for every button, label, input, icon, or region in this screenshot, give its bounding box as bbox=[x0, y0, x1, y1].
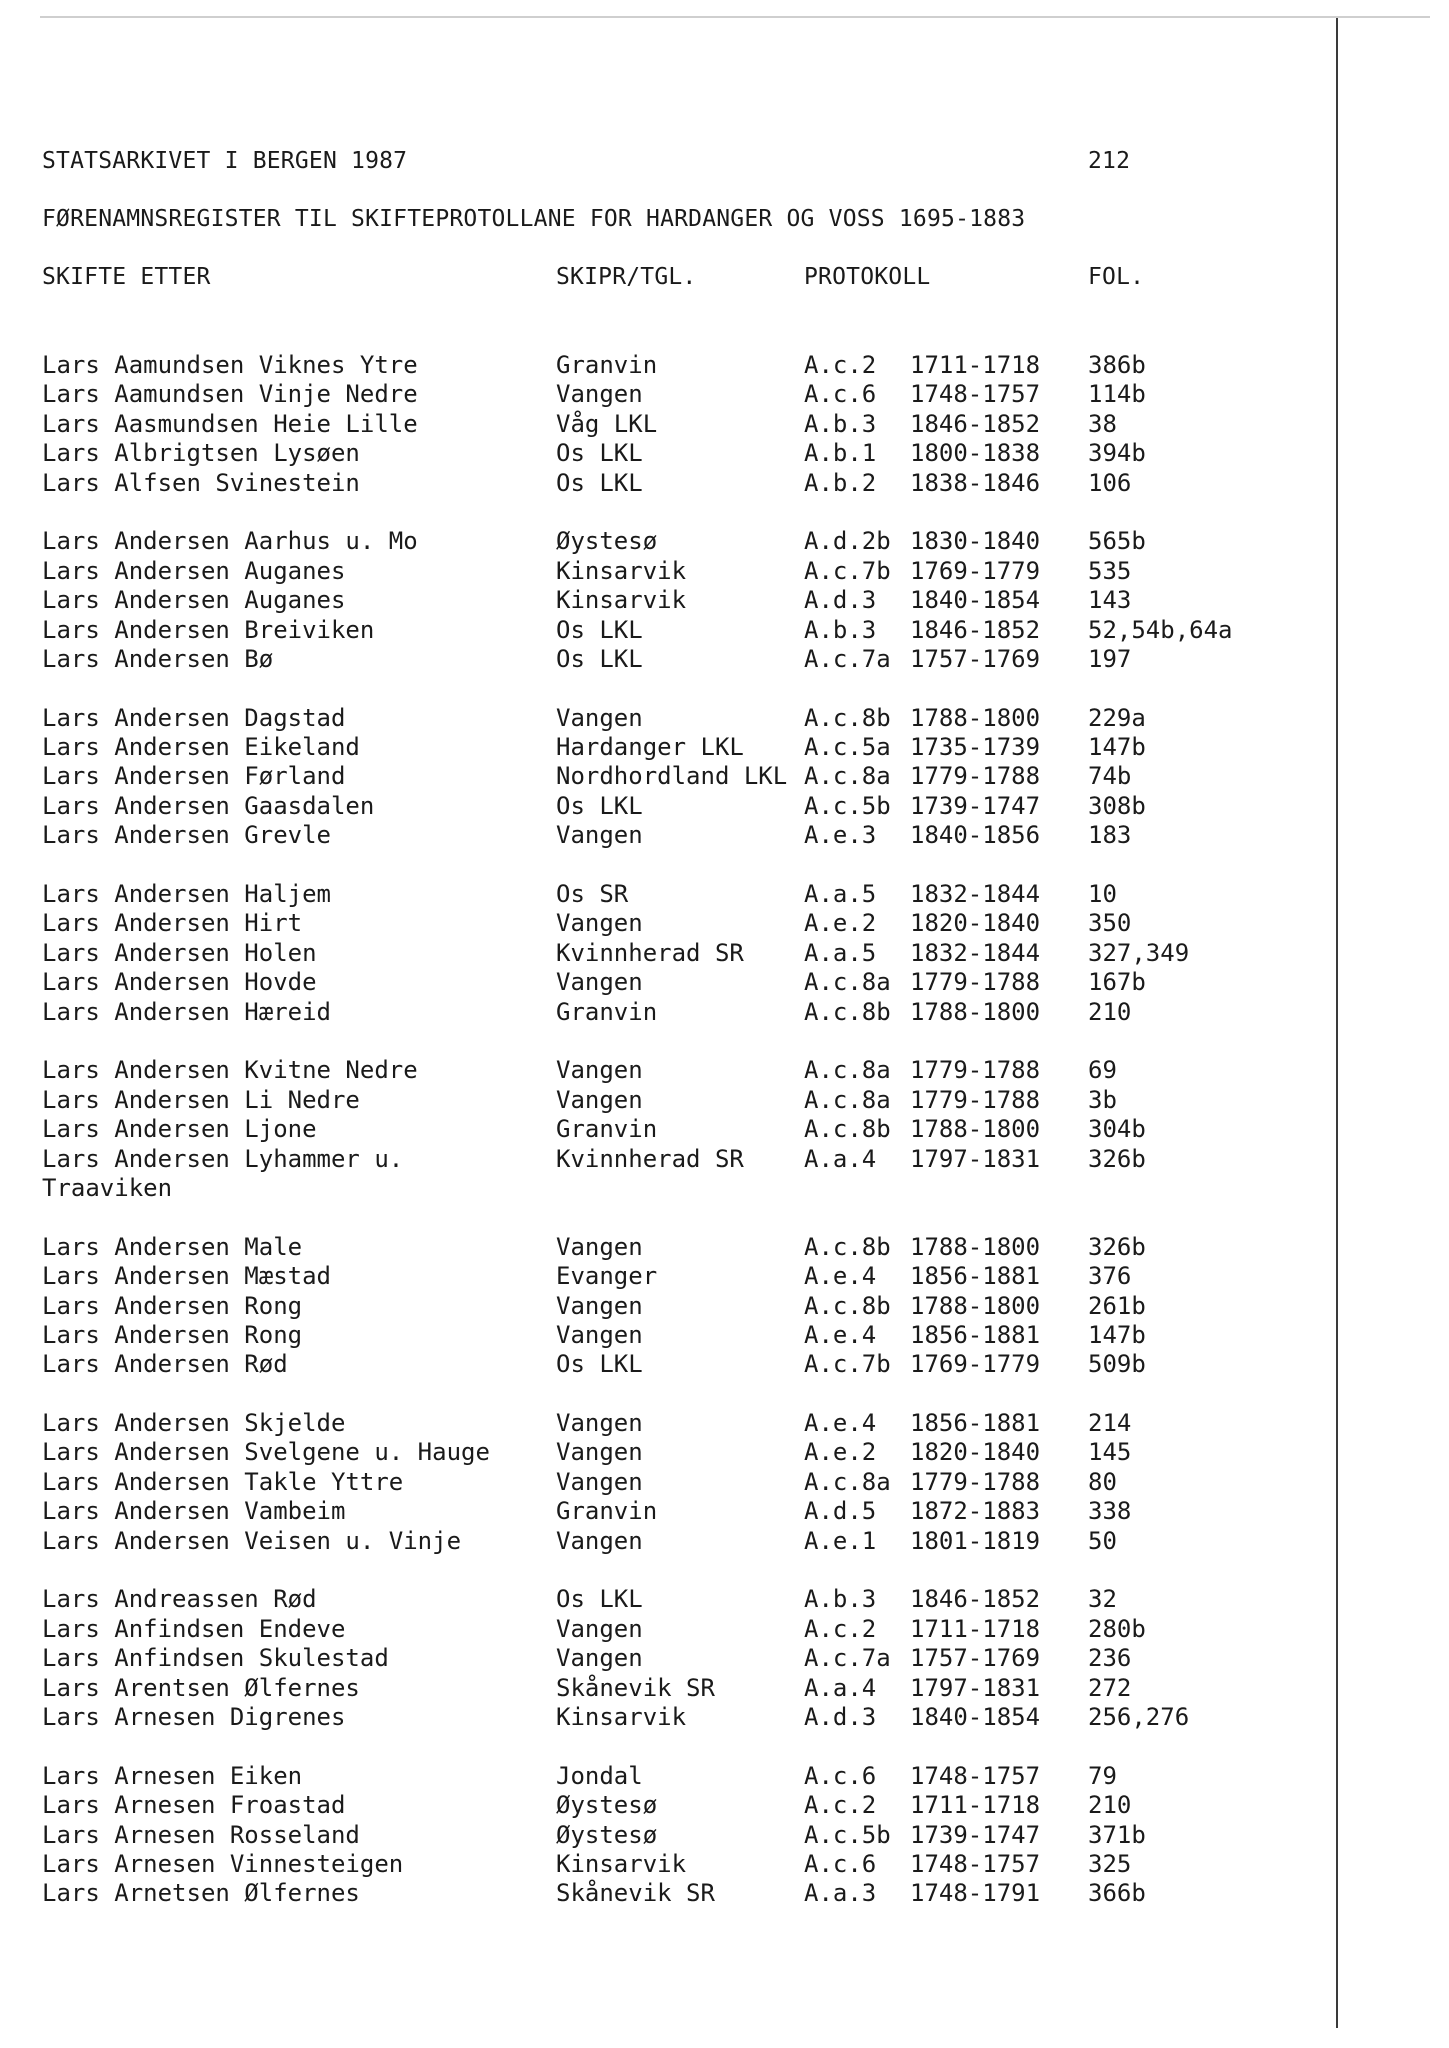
entry-protocol: A.b.1 bbox=[804, 439, 877, 468]
entry-fol: 74b bbox=[1088, 762, 1132, 791]
entry-protocol: A.c.8b bbox=[804, 703, 891, 732]
entry-years: 1711-1718 bbox=[910, 1791, 1041, 1820]
entry-name: Lars Andersen Hæreid bbox=[42, 997, 331, 1026]
entry-fol: 38 bbox=[1088, 409, 1117, 438]
table-row bbox=[42, 1409, 1302, 1438]
entry-skipr: Os LKL bbox=[556, 468, 643, 497]
table-row bbox=[42, 1468, 1302, 1497]
entry-name: Lars Arentsen Ølfernes bbox=[42, 1673, 360, 1702]
entry-name-line2: Traaviken bbox=[42, 1173, 173, 1202]
entry-protocol: A.e.1 bbox=[804, 1526, 877, 1555]
entry-fol: 565b bbox=[1088, 527, 1146, 556]
entry-protocol: A.c.2 bbox=[804, 1614, 877, 1643]
entry-protocol: A.e.4 bbox=[804, 1409, 877, 1438]
entry-fol: 10 bbox=[1088, 880, 1117, 909]
entry-skipr: Os LKL bbox=[556, 1585, 643, 1614]
entry-years: 1856-1881 bbox=[910, 1262, 1041, 1291]
entry-name: Lars Andersen Hovde bbox=[42, 968, 317, 997]
entry-years: 1711-1718 bbox=[910, 351, 1041, 379]
top-edge-rule bbox=[40, 16, 1430, 18]
table-row bbox=[42, 880, 1302, 909]
entry-fol: 350 bbox=[1088, 909, 1132, 938]
table-row bbox=[42, 1674, 1302, 1703]
entry-protocol: A.c.8a bbox=[804, 1085, 891, 1114]
entry-fol: 69 bbox=[1088, 1056, 1117, 1085]
entry-years: 1788-1800 bbox=[910, 1291, 1041, 1320]
entry-fol: 394b bbox=[1088, 439, 1146, 468]
entry-name: Lars Andersen Auganes bbox=[42, 586, 346, 615]
entry-fol: 3b bbox=[1088, 1085, 1117, 1114]
table-row bbox=[42, 1262, 1302, 1291]
entry-name: Lars Andersen Dagstad bbox=[42, 703, 346, 732]
entry-fol: 304b bbox=[1088, 1115, 1146, 1144]
table-row bbox=[42, 1438, 1302, 1467]
entry-years: 1788-1800 bbox=[910, 1115, 1041, 1144]
entry-skipr: Granvin bbox=[556, 351, 658, 379]
entry-fol: 229a bbox=[1088, 703, 1146, 732]
entry-skipr: Os LKL bbox=[556, 615, 643, 644]
entry-name: Lars Andersen Førland bbox=[42, 762, 346, 791]
table-row bbox=[42, 1350, 1302, 1379]
entry-protocol: A.d.5 bbox=[804, 1497, 877, 1526]
entry-fol: 535 bbox=[1088, 556, 1132, 585]
entry-name: Lars Andersen Skjelde bbox=[42, 1409, 346, 1438]
entry-years: 1830-1840 bbox=[910, 527, 1041, 556]
entry-fol: 147b bbox=[1088, 733, 1146, 762]
table-row bbox=[42, 733, 1302, 762]
entry-skipr: Kvinnherad SR bbox=[556, 1144, 744, 1173]
table-row bbox=[42, 557, 1302, 586]
entry-name: Lars Arnesen Digrenes bbox=[42, 1702, 346, 1731]
entry-name: Lars Aamundsen Viknes Ytre bbox=[42, 351, 418, 379]
entry-years: 1797-1831 bbox=[910, 1144, 1041, 1173]
table-row bbox=[42, 410, 1302, 439]
entry-fol: 79 bbox=[1088, 1761, 1117, 1790]
entry-skipr: Jondal bbox=[556, 1761, 643, 1790]
table-row bbox=[42, 968, 1302, 997]
entry-skipr: Skånevik SR bbox=[556, 1673, 715, 1702]
entry-name: Lars Andersen Kvitne Nedre bbox=[42, 1056, 418, 1085]
archive-title: STATSARKIVET I BERGEN 1987 bbox=[42, 148, 408, 174]
table-row bbox=[42, 616, 1302, 645]
entry-name: Lars Arnesen Froastad bbox=[42, 1791, 346, 1820]
entry-skipr: Vangen bbox=[556, 909, 643, 938]
entry-years: 1779-1788 bbox=[910, 968, 1041, 997]
entry-fol: 147b bbox=[1088, 1320, 1146, 1349]
table-row bbox=[42, 439, 1302, 468]
entry-skipr: Vangen bbox=[556, 1320, 643, 1349]
entry-group bbox=[42, 1585, 1302, 1732]
entry-protocol: A.c.8a bbox=[804, 762, 891, 791]
entry-years: 1856-1881 bbox=[910, 1409, 1041, 1438]
entry-years: 1788-1800 bbox=[910, 1232, 1041, 1261]
entry-skipr: Kinsarvik bbox=[556, 1702, 687, 1731]
entry-skipr: Kinsarvik bbox=[556, 586, 687, 615]
table-row bbox=[42, 821, 1302, 850]
entry-skipr: Os LKL bbox=[556, 439, 643, 468]
entry-fol: 32 bbox=[1088, 1585, 1117, 1614]
entry-skipr: Evanger bbox=[556, 1262, 658, 1291]
entry-years: 1711-1718 bbox=[910, 1614, 1041, 1643]
entry-fol: 366b bbox=[1088, 1879, 1146, 1908]
entry-name: Lars Andersen Grevle bbox=[42, 821, 331, 850]
entry-name: Lars Andersen Rong bbox=[42, 1320, 303, 1349]
column-header-skipr: SKIPR/TGL. bbox=[556, 264, 697, 290]
entry-protocol: A.a.5 bbox=[804, 880, 877, 909]
entry-years: 1801-1819 bbox=[910, 1526, 1041, 1555]
entry-name: Lars Andersen Vambeim bbox=[42, 1497, 346, 1526]
entry-years: 1788-1800 bbox=[910, 703, 1041, 732]
entry-skipr: Øystesø bbox=[556, 527, 658, 556]
entry-years: 1779-1788 bbox=[910, 1085, 1041, 1114]
entry-fol: 338 bbox=[1088, 1497, 1132, 1526]
entry-years: 1757-1769 bbox=[910, 644, 1041, 673]
entry-name: Lars Andreassen Rød bbox=[42, 1585, 317, 1614]
entry-protocol: A.c.2 bbox=[804, 1791, 877, 1820]
entry-skipr: Vangen bbox=[556, 1056, 643, 1085]
entry-fol: 326b bbox=[1088, 1232, 1146, 1261]
table-row bbox=[42, 1703, 1302, 1732]
entry-years: 1735-1739 bbox=[910, 733, 1041, 762]
entry-fol: 280b bbox=[1088, 1614, 1146, 1643]
entry-protocol: A.b.3 bbox=[804, 409, 877, 438]
entry-years: 1846-1852 bbox=[910, 1585, 1041, 1614]
entry-group bbox=[42, 704, 1302, 851]
entry-years: 1748-1757 bbox=[910, 1761, 1041, 1790]
entry-fol: 145 bbox=[1088, 1438, 1132, 1467]
entry-skipr: Øystesø bbox=[556, 1791, 658, 1820]
entry-name: Lars Andersen Holen bbox=[42, 938, 317, 967]
entry-protocol: A.c.8a bbox=[804, 968, 891, 997]
entry-protocol: A.c.8b bbox=[804, 1291, 891, 1320]
table-row bbox=[42, 1086, 1302, 1115]
entry-protocol: A.a.4 bbox=[804, 1673, 877, 1702]
column-header-name: SKIFTE ETTER bbox=[42, 264, 211, 290]
entry-name: Lars Aasmundsen Heie Lille bbox=[42, 409, 418, 438]
entry-skipr: Våg LKL bbox=[556, 409, 658, 438]
entry-protocol: A.d.3 bbox=[804, 586, 877, 615]
entry-fol: 210 bbox=[1088, 997, 1132, 1026]
entry-years: 1846-1852 bbox=[910, 409, 1041, 438]
entry-protocol: A.e.2 bbox=[804, 1438, 877, 1467]
entry-name: Lars Andersen Rong bbox=[42, 1291, 303, 1320]
table-row bbox=[42, 1233, 1302, 1262]
entry-skipr: Granvin bbox=[556, 1497, 658, 1526]
entry-protocol: A.c.7a bbox=[804, 1644, 891, 1673]
entry-name: Lars Andersen Haljem bbox=[42, 880, 331, 909]
entry-fol: 114b bbox=[1088, 380, 1146, 409]
entry-group bbox=[42, 1056, 1302, 1203]
entry-skipr: Vangen bbox=[556, 1467, 643, 1496]
entry-protocol: A.b.3 bbox=[804, 1585, 877, 1614]
entry-protocol: A.a.3 bbox=[804, 1879, 877, 1908]
table-row bbox=[42, 645, 1302, 674]
entry-skipr: Os LKL bbox=[556, 791, 643, 820]
entry-protocol: A.a.5 bbox=[804, 938, 877, 967]
entry-protocol: A.e.4 bbox=[804, 1262, 877, 1291]
entry-fol: 236 bbox=[1088, 1644, 1132, 1673]
entry-years: 1748-1757 bbox=[910, 1849, 1041, 1878]
table-row bbox=[42, 351, 1302, 380]
entry-years: 1779-1788 bbox=[910, 762, 1041, 791]
entry-skipr: Vangen bbox=[556, 821, 643, 850]
entry-skipr: Vangen bbox=[556, 1526, 643, 1555]
entry-name: Lars Albrigtsen Lysøen bbox=[42, 439, 360, 468]
entry-years: 1739-1747 bbox=[910, 791, 1041, 820]
entry-protocol: A.b.3 bbox=[804, 615, 877, 644]
entry-fol: 214 bbox=[1088, 1409, 1132, 1438]
entry-name: Lars Arnesen Eiken bbox=[42, 1761, 303, 1790]
entry-fol: 143 bbox=[1088, 586, 1132, 615]
entry-skipr: Vangen bbox=[556, 968, 643, 997]
entry-name: Lars Andersen Li Nedre bbox=[42, 1085, 360, 1114]
table-row bbox=[42, 1145, 1302, 1204]
entry-years: 1832-1844 bbox=[910, 938, 1041, 967]
entry-protocol: A.e.2 bbox=[804, 909, 877, 938]
entry-years: 1797-1831 bbox=[910, 1673, 1041, 1702]
entry-protocol: A.e.3 bbox=[804, 821, 877, 850]
table-row bbox=[42, 1115, 1302, 1144]
entry-fol: 183 bbox=[1088, 821, 1132, 850]
entry-skipr: Vangen bbox=[556, 1644, 643, 1673]
entry-name: Lars Andersen Mæstad bbox=[42, 1262, 331, 1291]
entry-name: Lars Andersen Veisen u. Vinje bbox=[42, 1526, 462, 1555]
entry-years: 1779-1788 bbox=[910, 1056, 1041, 1085]
table-row bbox=[42, 1585, 1302, 1614]
entry-skipr: Vangen bbox=[556, 380, 643, 409]
column-header-fol: FOL. bbox=[1088, 264, 1145, 290]
entry-name: Lars Andersen Breiviken bbox=[42, 615, 375, 644]
entry-name: Lars Arnetsen Ølfernes bbox=[42, 1879, 360, 1908]
entry-skipr: Øystesø bbox=[556, 1820, 658, 1849]
entry-protocol: A.c.8b bbox=[804, 1232, 891, 1261]
entry-protocol: A.c.5b bbox=[804, 1820, 891, 1849]
entry-group bbox=[42, 1409, 1302, 1556]
table-row bbox=[42, 1615, 1302, 1644]
entry-protocol: A.c.8b bbox=[804, 997, 891, 1026]
entry-protocol: A.c.8a bbox=[804, 1056, 891, 1085]
column-header-protocol: PROTOKOLL bbox=[804, 264, 931, 290]
entry-protocol: A.b.2 bbox=[804, 468, 877, 497]
entry-group bbox=[42, 527, 1302, 674]
entry-group bbox=[42, 351, 1302, 498]
entry-skipr: Vangen bbox=[556, 1438, 643, 1467]
entry-skipr: Vangen bbox=[556, 703, 643, 732]
entry-years: 1838-1846 bbox=[910, 468, 1041, 497]
entry-skipr: Nordhordland LKL bbox=[556, 762, 788, 791]
entry-fol: 325 bbox=[1088, 1849, 1132, 1878]
entry-name: Lars Andersen Auganes bbox=[42, 556, 346, 585]
table-row bbox=[42, 998, 1302, 1027]
table-row bbox=[42, 1497, 1302, 1526]
entry-protocol: A.c.7a bbox=[804, 644, 891, 673]
entry-name: Lars Andersen Bø bbox=[42, 644, 274, 673]
entry-group bbox=[42, 1233, 1302, 1380]
entry-skipr: Kvinnherad SR bbox=[556, 938, 744, 967]
table-row bbox=[42, 792, 1302, 821]
entry-name: Lars Andersen Eikeland bbox=[42, 733, 360, 762]
entry-protocol: A.d.3 bbox=[804, 1702, 877, 1731]
entry-name: Lars Alfsen Svinestein bbox=[42, 468, 360, 497]
entry-protocol: A.c.7b bbox=[804, 556, 891, 585]
entry-protocol: A.a.4 bbox=[804, 1144, 877, 1173]
right-margin-rule bbox=[1336, 18, 1338, 2028]
entry-name-line1: Lars Andersen Lyhammer u. bbox=[42, 1144, 404, 1173]
entry-protocol: A.c.5b bbox=[804, 791, 891, 820]
entry-skipr: Hardanger LKL bbox=[556, 733, 744, 762]
entry-name: Lars Andersen Male bbox=[42, 1232, 303, 1261]
register-entries bbox=[42, 351, 1302, 1938]
table-row bbox=[42, 380, 1302, 409]
entry-years: 1739-1747 bbox=[910, 1820, 1041, 1849]
table-row bbox=[42, 1527, 1302, 1556]
entry-years: 1856-1881 bbox=[910, 1320, 1041, 1349]
entry-name bbox=[42, 1145, 403, 1204]
table-row bbox=[42, 1321, 1302, 1350]
table-row bbox=[42, 1850, 1302, 1879]
entry-years: 1769-1779 bbox=[910, 1350, 1041, 1379]
entry-years: 1788-1800 bbox=[910, 997, 1041, 1026]
entry-skipr: Os LKL bbox=[556, 1350, 643, 1379]
entry-skipr: Vangen bbox=[556, 1614, 643, 1643]
entry-fol: 386b bbox=[1088, 351, 1146, 379]
entry-skipr: Kinsarvik bbox=[556, 556, 687, 585]
entry-fol: 80 bbox=[1088, 1467, 1117, 1496]
entry-skipr: Skånevik SR bbox=[556, 1879, 715, 1908]
entry-fol: 256,276 bbox=[1088, 1702, 1190, 1731]
entry-protocol: A.c.7b bbox=[804, 1350, 891, 1379]
table-row bbox=[42, 1762, 1302, 1791]
entry-name: Lars Andersen Rød bbox=[42, 1350, 288, 1379]
entry-fol: 272 bbox=[1088, 1673, 1132, 1702]
entry-protocol: A.e.4 bbox=[804, 1320, 877, 1349]
entry-years: 1840-1854 bbox=[910, 1702, 1041, 1731]
entry-protocol: A.c.6 bbox=[804, 1849, 877, 1878]
entry-skipr: Os SR bbox=[556, 880, 629, 909]
entry-skipr: Vangen bbox=[556, 1409, 643, 1438]
entry-name: Lars Andersen Gaasdalen bbox=[42, 791, 375, 820]
entry-fol: 308b bbox=[1088, 791, 1146, 820]
entry-years: 1846-1852 bbox=[910, 615, 1041, 644]
table-row bbox=[42, 1821, 1302, 1850]
entry-name: Lars Anfindsen Endeve bbox=[42, 1614, 346, 1643]
entry-name: Lars Arnesen Rosseland bbox=[42, 1820, 360, 1849]
entry-protocol: A.c.6 bbox=[804, 1761, 877, 1790]
table-row bbox=[42, 1879, 1302, 1908]
entry-years: 1840-1854 bbox=[910, 586, 1041, 615]
entry-fol: 371b bbox=[1088, 1820, 1146, 1849]
entry-name: Lars Andersen Hirt bbox=[42, 909, 303, 938]
table-row bbox=[42, 1791, 1302, 1820]
entry-fol: 50 bbox=[1088, 1526, 1117, 1555]
table-row bbox=[42, 527, 1302, 556]
entry-protocol: A.c.6 bbox=[804, 380, 877, 409]
entry-years: 1748-1757 bbox=[910, 380, 1041, 409]
entry-skipr: Vangen bbox=[556, 1232, 643, 1261]
entry-years: 1820-1840 bbox=[910, 1438, 1041, 1467]
entry-name: Lars Andersen Aarhus u. Mo bbox=[42, 527, 418, 556]
table-row bbox=[42, 909, 1302, 938]
entry-years: 1779-1788 bbox=[910, 1467, 1041, 1496]
page-number: 212 bbox=[1088, 148, 1131, 174]
entry-fol: 106 bbox=[1088, 468, 1132, 497]
entry-fol: 210 bbox=[1088, 1791, 1132, 1820]
entry-years: 1820-1840 bbox=[910, 909, 1041, 938]
entry-fol: 52,54b,64a bbox=[1088, 615, 1233, 644]
entry-name: Lars Arnesen Vinnesteigen bbox=[42, 1849, 404, 1878]
entry-group bbox=[42, 880, 1302, 1027]
entry-skipr: Vangen bbox=[556, 1085, 643, 1114]
entry-fol: 326b bbox=[1088, 1144, 1146, 1173]
entry-skipr: Granvin bbox=[556, 997, 658, 1026]
entry-years: 1800-1838 bbox=[910, 439, 1041, 468]
entry-years: 1748-1791 bbox=[910, 1879, 1041, 1908]
entry-name: Lars Aamundsen Vinje Nedre bbox=[42, 380, 418, 409]
entry-fol: 197 bbox=[1088, 644, 1132, 673]
register-subtitle: FØRENAMNSREGISTER TIL SKIFTEPROTOLLANE FOR HARDANGER OG VOSS 1695-1883 bbox=[42, 206, 1026, 232]
entry-fol: 509b bbox=[1088, 1350, 1146, 1379]
entry-name: Lars Andersen Ljone bbox=[42, 1115, 317, 1144]
entry-years: 1872-1883 bbox=[910, 1497, 1041, 1526]
entry-fol: 261b bbox=[1088, 1291, 1146, 1320]
entry-name: Lars Anfindsen Skulestad bbox=[42, 1644, 389, 1673]
entry-years: 1840-1856 bbox=[910, 821, 1041, 850]
table-row bbox=[42, 469, 1302, 498]
table-row bbox=[42, 1292, 1302, 1321]
entry-skipr: Kinsarvik bbox=[556, 1849, 687, 1878]
table-row bbox=[42, 762, 1302, 791]
entry-protocol: A.d.2b bbox=[804, 527, 891, 556]
table-row bbox=[42, 704, 1302, 733]
entry-group bbox=[42, 1762, 1302, 1909]
entry-protocol: A.c.8a bbox=[804, 1467, 891, 1496]
entry-name: Lars Andersen Svelgene u. Hauge bbox=[42, 1438, 490, 1467]
entry-fol: 327,349 bbox=[1088, 938, 1190, 967]
table-row bbox=[42, 586, 1302, 615]
entry-name: Lars Andersen Takle Yttre bbox=[42, 1467, 404, 1496]
entry-years: 1757-1769 bbox=[910, 1644, 1041, 1673]
entry-skipr: Granvin bbox=[556, 1115, 658, 1144]
entry-skipr: Vangen bbox=[556, 1291, 643, 1320]
entry-protocol: A.c.8b bbox=[804, 1115, 891, 1144]
table-row bbox=[42, 939, 1302, 968]
entry-protocol: A.c.5a bbox=[804, 733, 891, 762]
entry-years: 1832-1844 bbox=[910, 880, 1041, 909]
table-row bbox=[42, 1644, 1302, 1673]
entry-protocol: A.c.2 bbox=[804, 351, 877, 379]
entry-years: 1769-1779 bbox=[910, 556, 1041, 585]
entry-skipr: Os LKL bbox=[556, 644, 643, 673]
entry-fol: 167b bbox=[1088, 968, 1146, 997]
table-row bbox=[42, 1056, 1302, 1085]
entry-fol: 376 bbox=[1088, 1262, 1132, 1291]
